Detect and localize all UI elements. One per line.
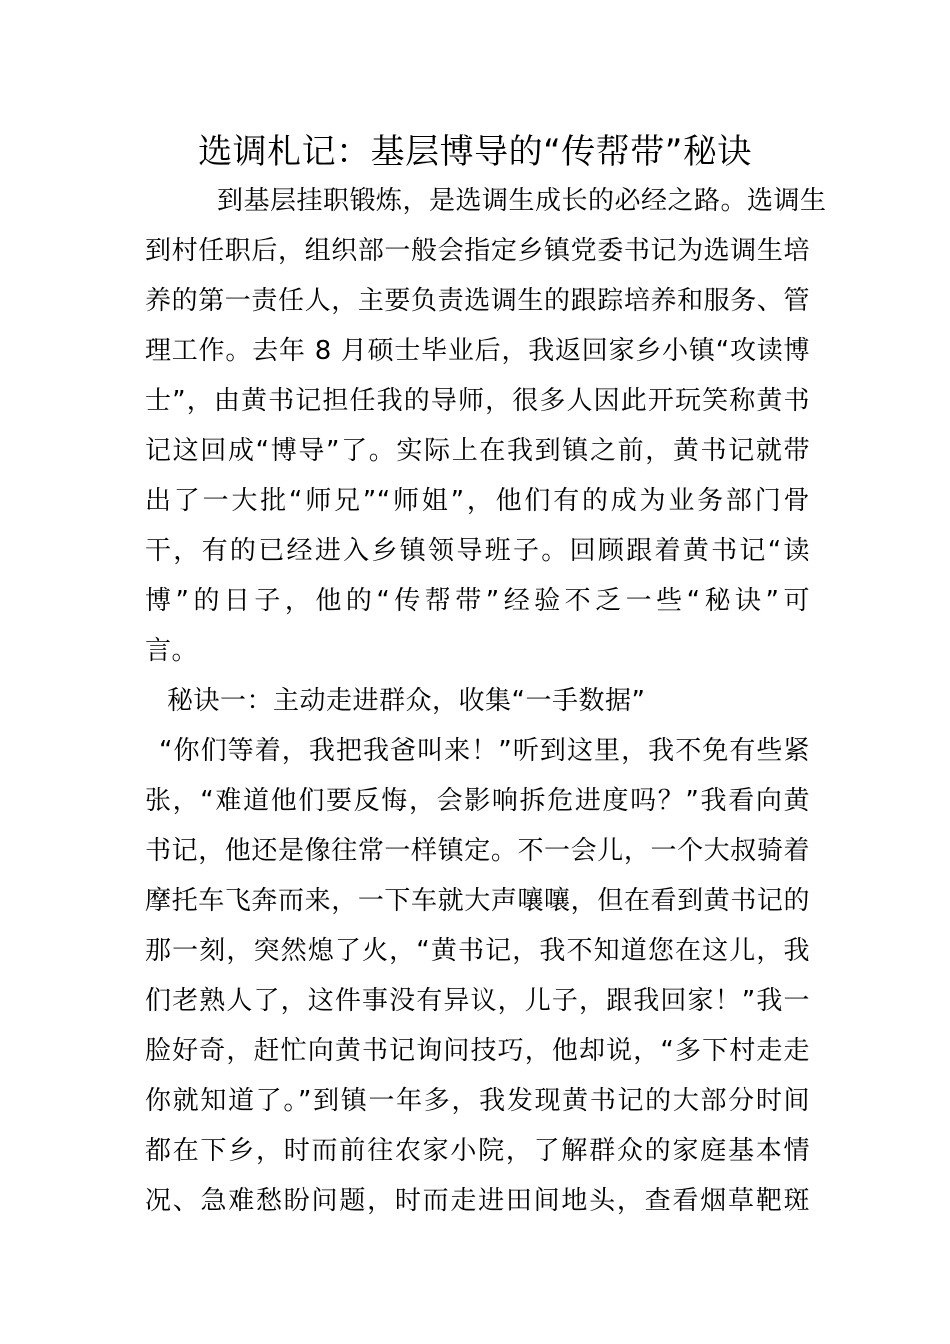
paragraph-line: 理工作。去年 8 月硕士毕业后，我返回家乡小镇“攻读博 <box>145 336 810 366</box>
paragraph-line: 出了一大批“师兄”“师姐”，他们有的成为业务部门骨 <box>145 486 810 516</box>
paragraph-line: 们老熟人了，这件事没有异议，儿子，跟我回家！”我一 <box>145 986 810 1016</box>
document-title: 选调札记：基层博导的“传帮带”秘诀 <box>198 132 752 172</box>
paragraph-line: 摩托车飞奔而来，一下车就大声嚷嚷，但在看到黄书记的 <box>145 886 810 916</box>
paragraph-line: 博”的日子，他的“传帮带”经验不乏一些“秘诀”可 <box>145 586 810 616</box>
paragraph-line: 士”，由黄书记担任我的导师，很多人因此开玩笑称黄书 <box>145 386 810 416</box>
paragraph-line: 养的第一责任人，主要负责选调生的跟踪培养和服务、管 <box>145 286 810 316</box>
document-body <box>145 176 827 1226</box>
paragraph-line: 记这回成“博导”了。实际上在我到镇之前，黄书记就带 <box>145 436 810 466</box>
paragraph-line: 干，有的已经进入乡镇领导班子。回顾跟着黄书记“读 <box>145 536 810 566</box>
paragraph-line: 言。 <box>145 636 199 666</box>
paragraph-line: 张，“难道他们要反悔，会影响拆危进度吗？”我看向黄 <box>145 786 810 816</box>
paragraph-line: 你就知道了。”到镇一年多，我发现黄书记的大部分时间 <box>145 1086 810 1116</box>
paragraph-line: 都在下乡，时而前往农家小院，了解群众的家庭基本情 <box>145 1136 810 1166</box>
paragraph-line: “你们等着，我把我爸叫来！”听到这里，我不免有些紧 <box>159 736 810 766</box>
paragraph-line: 脸好奇，赶忙向黄书记询问技巧，他却说，“多下村走走 <box>145 1036 810 1066</box>
paragraph-line: 到基层挂职锻炼，是选调生成长的必经之路。选调生 <box>217 186 827 216</box>
paragraph-line: 书记，他还是像往常一样镇定。不一会儿，一个大叔骑着 <box>145 836 810 866</box>
paragraph-line: 那一刻，突然熄了火，“黄书记，我不知道您在这儿，我 <box>145 936 810 966</box>
section-heading: 秘诀一：主动走进群众，收集“一手数据” <box>167 686 646 716</box>
paragraph-line: 到村任职后，组织部一般会指定乡镇党委书记为选调生培 <box>145 236 810 266</box>
paragraph-line: 况、急难愁盼问题，时而走进田间地头，查看烟草靶斑 <box>145 1186 810 1216</box>
